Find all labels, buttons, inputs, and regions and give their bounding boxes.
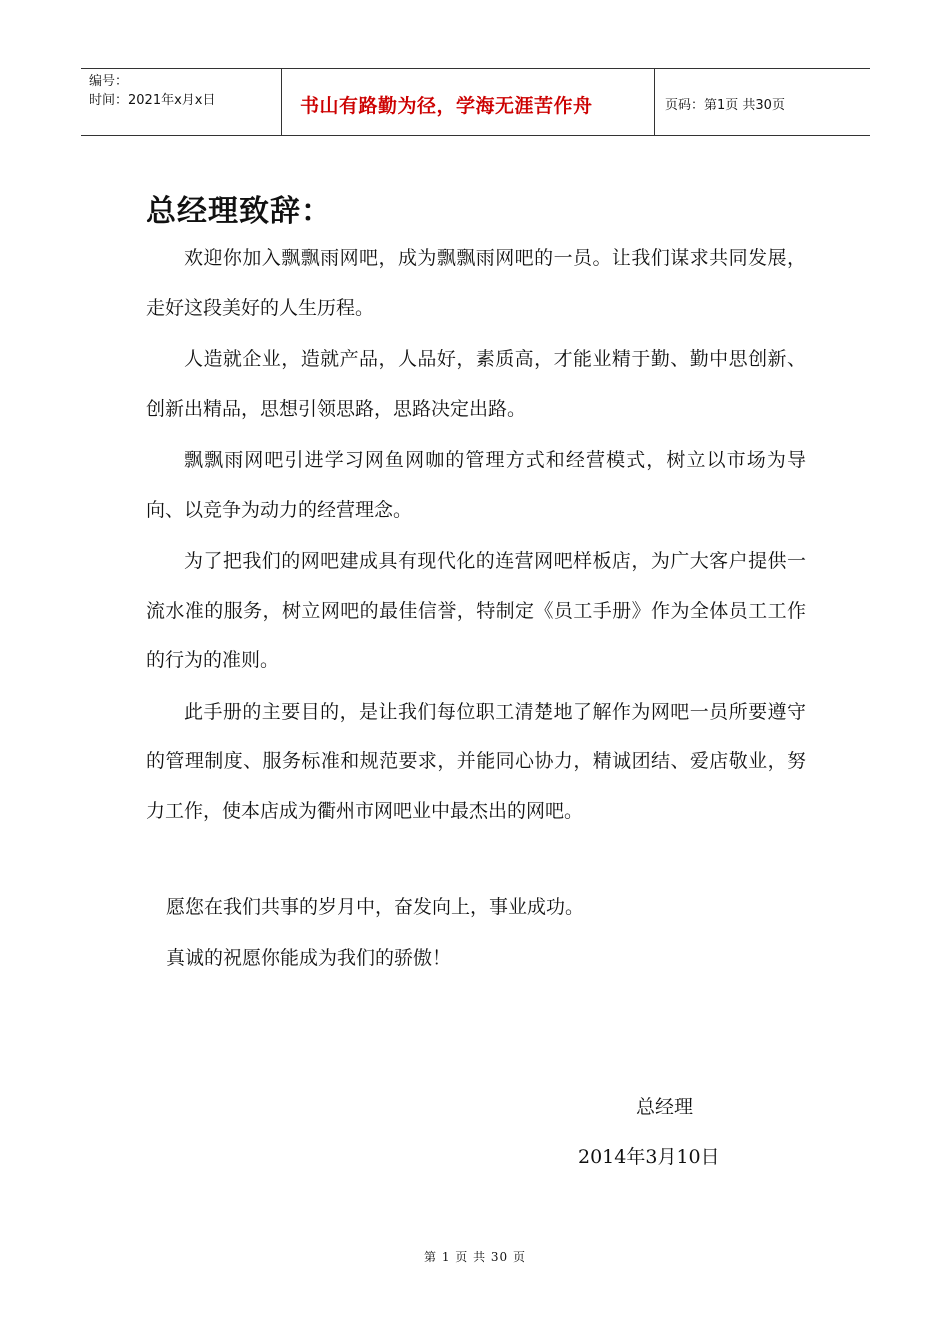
page-header — [81, 68, 870, 136]
date-label: 时间：2021年x月x日 — [89, 93, 216, 108]
body-paragraph: 人造就企业，造就产品，人品好，素质高，才能业精于勤、勤中思创新、创新出精品，思想引领思路，思路决定出路。 — [146, 348, 806, 420]
closing-blessing: 真诚的祝愿你能成为我们的骄傲！ — [166, 947, 452, 969]
closing-wish: 愿您在我们共事的岁月中，奋发向上，事业成功。 — [166, 896, 585, 918]
body-paragraph: 为了把我们的网吧建成具有现代化的连营网吧样板店，为广大客户提供一流水准的服务，树立网吧的最佳信誉，特制定《员工手册》作为全体员工工作的行为的准则。 — [146, 550, 806, 671]
body-paragraph: 此手册的主要目的，是让我们每位职工清楚地了解作为网吧一员所要遵守的管理制度、服务标准和规范要求，并能同心协力，精诚团结、爱店敬业，努力工作，使本店成为衢州市网吧业中最杰出的网吧。 — [146, 700, 806, 822]
body-paragraph: 飘飘雨网吧引进学习网鱼网咖的管理方式和经营模式，树立以市场为导向、以竞争为动力的经营理念。 — [146, 449, 806, 521]
body-paragraph: 欢迎你加入飘飘雨网吧，成为飘飘雨网吧的一员。让我们谋求共同发展，走好这段美好的人生历程。 — [146, 247, 806, 319]
header-meta-cell — [81, 69, 282, 135]
signature-date: 2014年3月10日 — [578, 1146, 720, 1168]
header-page-info: 页码：第1页 共30页 — [665, 97, 785, 113]
serial-number-label: 编号： — [89, 74, 129, 89]
document-body — [146, 234, 806, 838]
page-footer: 第 1 页 共 30 页 — [424, 1250, 526, 1264]
header-motto: 书山有路勤为径，学海无涯苦作舟 — [282, 69, 655, 135]
signature-title: 总经理 — [636, 1096, 694, 1118]
document-title: 总经理致辞： — [146, 194, 332, 229]
